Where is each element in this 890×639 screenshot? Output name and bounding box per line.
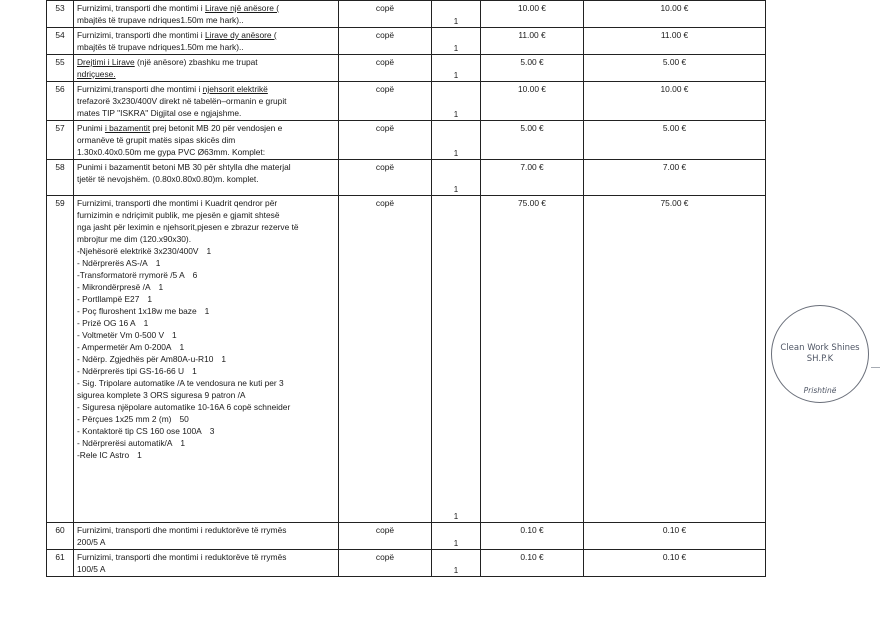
quantity-value: 1 (453, 17, 459, 26)
component-name: - Ndërprerësi automatik/A (77, 438, 173, 448)
margin-mark (871, 367, 880, 368)
item-total: 5.00 € (584, 121, 766, 160)
item-description (74, 28, 339, 55)
item-quantity (432, 160, 481, 196)
component-name: -Rele IC Astro (77, 450, 130, 460)
component-item (77, 413, 335, 425)
description-line: sigurea komplete 3 ORS siguresa 9 patron /A (77, 390, 246, 400)
component-name: - Ndërprerës AS-/A (77, 258, 148, 268)
quantity-value: 1 (453, 566, 459, 575)
item-unit-price: 5.00 € (481, 121, 584, 160)
item-number: 57 (47, 121, 74, 160)
item-description (74, 82, 339, 121)
item-number: 53 (47, 1, 74, 28)
description-line (77, 122, 335, 134)
item-quantity (432, 55, 481, 82)
component-name: - Ndërp. Zgjedhës për Am80A-u-R10 (77, 354, 214, 364)
table-row (47, 550, 766, 577)
item-quantity (432, 523, 481, 550)
component-name: - Poç fluroshent 1x18w me baze (77, 306, 197, 316)
description-fragment: Furnizimi, transporti dhe montimi i reduktorëve të rrymës (77, 552, 287, 562)
component-quantity: 1 (221, 354, 227, 364)
component-name: - Ndërprerës tipi GS-16-66 U (77, 366, 185, 376)
description-line (77, 2, 335, 14)
table-row (47, 196, 766, 523)
quantity-value: 1 (453, 512, 459, 521)
description-line: 1.30x0.40x0.50m me gypa PVC Ø63mm. Komplet: (77, 147, 266, 157)
item-total: 75.00 € (584, 196, 766, 523)
description-fragment: Furnizimi,transporti dhe montimi i (77, 84, 203, 94)
item-total: 10.00 € (584, 1, 766, 28)
table-row (47, 523, 766, 550)
component-item (77, 269, 335, 281)
item-unit: copë (339, 121, 432, 160)
description-fragment: Furnizimi, transporti dhe montimi i (77, 30, 205, 40)
component-item (77, 305, 335, 317)
item-number: 56 (47, 82, 74, 121)
description-line: - Siguresa njëpolare automatike 10-16A 6 copë schneider (77, 402, 291, 412)
description-line: mates TIP "ISKRA" Digjital ose e ngjajshme. (77, 108, 242, 118)
item-total: 5.00 € (584, 55, 766, 82)
item-description (74, 523, 339, 550)
description-line (77, 56, 335, 68)
component-item (77, 293, 335, 305)
stamp-company-name: Clean Work Shines (780, 343, 860, 353)
description-line: mbajtës të trupave ndriques1.50m me hark).. (77, 15, 244, 25)
description-fragment: Punimi (77, 123, 105, 133)
component-item (77, 425, 335, 437)
item-number: 54 (47, 28, 74, 55)
component-item (77, 245, 335, 257)
component-name: - Portllampë E27 (77, 294, 140, 304)
description-fragment: Furnizimi, transporti dhe montimi i reduktorëve të rrymës (77, 525, 287, 535)
item-unit-price: 10.00 € (481, 82, 584, 121)
item-unit-price: 11.00 € (481, 28, 584, 55)
item-quantity (432, 82, 481, 121)
table-row (47, 55, 766, 82)
item-description (74, 121, 339, 160)
description-line: mbrojtur me dim (120.x90x30). (77, 234, 192, 244)
quantity-value: 1 (453, 44, 459, 53)
stamp-city: Prishtinë (803, 386, 837, 395)
item-description (74, 160, 339, 196)
component-quantity: 1 (137, 450, 142, 460)
component-quantity: 1 (155, 258, 161, 268)
table-row (47, 1, 766, 28)
item-unit-price: 75.00 € (481, 196, 584, 523)
description-line: tjetër të nevojshëm. (0.80x0.80x0.80)m. komplet. (77, 174, 259, 184)
component-quantity: 1 (180, 438, 186, 448)
component-quantity: 1 (158, 282, 164, 292)
component-name: -Njehësorë elektrikë 3x230/400V (77, 246, 199, 256)
description-line: mbajtës të trupave ndriques1.50m me hark).. (77, 42, 244, 52)
item-total: 10.00 € (584, 82, 766, 121)
component-item (77, 329, 335, 341)
description-line: Furnizimi, transporti dhe montimi i Kuadrit qendror për (77, 198, 278, 208)
table-row (47, 28, 766, 55)
item-unit-price: 10.00 € (481, 1, 584, 28)
component-item (77, 437, 335, 449)
component-quantity: 1 (204, 306, 210, 316)
component-item (77, 449, 335, 461)
component-quantity: 3 (209, 426, 215, 436)
quantity-value: 1 (453, 71, 459, 80)
component-quantity: 1 (192, 366, 197, 376)
item-number: 59 (47, 196, 74, 523)
item-unit: copë (339, 28, 432, 55)
component-quantity: 1 (179, 342, 185, 352)
description-fragment: prej betonit MB 20 për vendosjen e (150, 123, 283, 133)
component-quantity: 1 (172, 330, 177, 340)
description-line: 100/5 A (77, 564, 106, 574)
bill-of-quantities-table (46, 0, 766, 577)
description-line (77, 524, 335, 536)
description-fragment: Lirave një anësore ( (205, 3, 280, 13)
component-item (77, 257, 335, 269)
table-body (47, 1, 766, 577)
stamp-company-type: SH.P.K (806, 354, 834, 364)
description-fragment: Lirave dy anësore ( (205, 30, 277, 40)
item-number: 60 (47, 523, 74, 550)
table-row (47, 121, 766, 160)
component-name: - Mikrondërpresë /A (77, 282, 151, 292)
component-quantity: 50 (179, 414, 189, 424)
component-name: - Ampermetër Am 0-200A (77, 342, 172, 352)
item-number: 55 (47, 55, 74, 82)
component-name: - Prizë OG 16 A (77, 318, 136, 328)
description-line (77, 29, 335, 41)
quantity-value: 1 (453, 149, 459, 158)
component-item (77, 341, 335, 353)
component-quantity: 1 (147, 294, 153, 304)
description-fragment: Drejtimi i Lirave (77, 57, 135, 67)
item-quantity (432, 28, 481, 55)
description-line: furnizimin e ndriçimit publik, me pjesën e gjamit shtesë (77, 210, 280, 220)
component-item (77, 365, 335, 377)
quantity-value: 1 (453, 539, 459, 548)
description-line: trefazorë 3x230/400V direkt në tabelën–ormanin e grupit (77, 96, 287, 106)
description-fragment: (një anësore) zbashku me trupat (134, 57, 258, 67)
table-row (47, 82, 766, 121)
component-name: - Voltmetër Vm 0-500 V (77, 330, 165, 340)
item-description (74, 1, 339, 28)
description-line: ormanëve të grupit matës sipas skicës dim (77, 135, 236, 145)
description-line: - Sig. Tripolare automatike /A te vendosura ne kuti per 3 (77, 378, 284, 388)
component-item (77, 317, 335, 329)
component-item (77, 281, 335, 293)
item-unit: copë (339, 82, 432, 121)
description-line: 200/5 A (77, 537, 106, 547)
table-row (47, 160, 766, 196)
component-quantity: 1 (206, 246, 212, 256)
description-line: nga jasht për leximin e njehsorit,pjesen e zbrazur rezerve të (77, 222, 299, 232)
item-unit: copë (339, 160, 432, 196)
description-line: ndriçuese. (77, 69, 116, 79)
component-quantity: 1 (143, 318, 149, 328)
quantity-value: 1 (453, 110, 459, 119)
item-unit: copë (339, 1, 432, 28)
component-name: -Transformatorë rrymorë /5 A (77, 270, 185, 280)
item-unit: copë (339, 196, 432, 523)
item-unit-price: 0.10 € (481, 550, 584, 577)
item-number: 61 (47, 550, 74, 577)
description-line (77, 551, 335, 563)
item-quantity (432, 121, 481, 160)
description-fragment: njehsorit elektrikë (202, 84, 268, 94)
item-total: 0.10 € (584, 550, 766, 577)
item-quantity (432, 196, 481, 523)
item-quantity (432, 1, 481, 28)
item-total: 7.00 € (584, 160, 766, 196)
quantity-value: 1 (453, 185, 459, 194)
item-unit-price: 5.00 € (481, 55, 584, 82)
item-description (74, 196, 339, 523)
item-description (74, 550, 339, 577)
item-number: 58 (47, 160, 74, 196)
description-fragment: Furnizimi, transporti dhe montimi i (77, 3, 205, 13)
component-item (77, 353, 335, 365)
description-line (77, 83, 335, 95)
item-unit: copë (339, 550, 432, 577)
description-fragment: Punimi i bazamentit betoni MB 30 për shtylla dhe materjal (77, 162, 291, 172)
item-total: 0.10 € (584, 523, 766, 550)
description-line (77, 161, 335, 173)
item-unit: copë (339, 55, 432, 82)
item-unit-price: 7.00 € (481, 160, 584, 196)
item-unit: copë (339, 523, 432, 550)
item-unit-price: 0.10 € (481, 523, 584, 550)
item-quantity (432, 550, 481, 577)
company-stamp (771, 305, 869, 403)
item-total: 11.00 € (584, 28, 766, 55)
component-name: - Kontaktorë tip CS 160 ose 100A (77, 426, 202, 436)
component-quantity: 6 (192, 270, 198, 280)
description-fragment: i bazamentit (104, 123, 151, 133)
component-name: - Përçues 1x25 mm 2 (m) (77, 414, 172, 424)
item-description (74, 55, 339, 82)
